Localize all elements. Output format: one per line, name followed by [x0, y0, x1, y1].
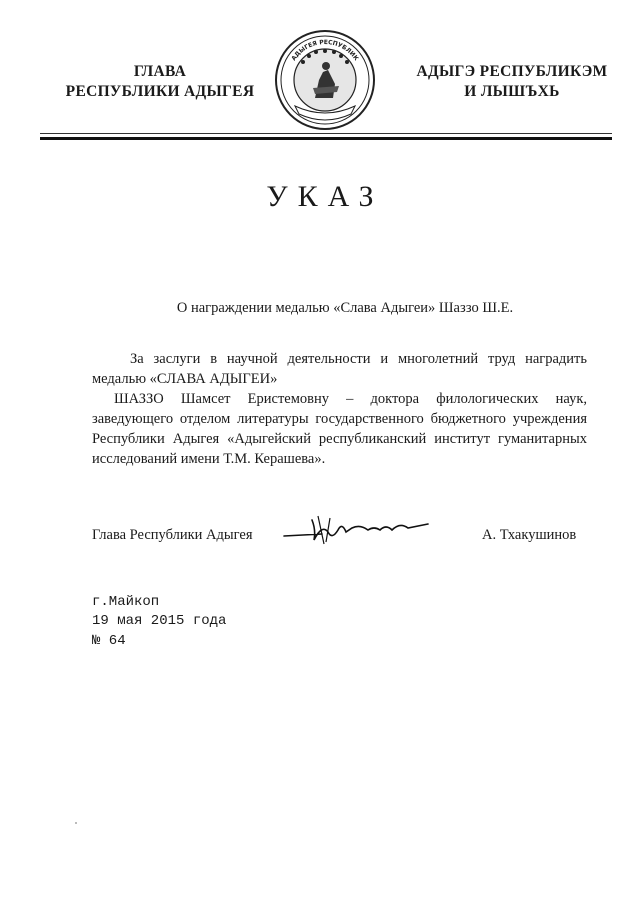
issuer-adyghe-line-2: И ЛЫШЪХЬ: [464, 83, 560, 100]
scan-speck: [75, 822, 77, 824]
emblem-ring-text: АДЫГЕЯ РЕСПУБЛИК: [290, 38, 360, 63]
issue-city: г.Майкоп: [92, 594, 160, 610]
signatory-title: Глава Республики Адыгея: [92, 527, 253, 543]
handwritten-signature: [282, 510, 432, 546]
header-rule-thick: [40, 137, 612, 140]
issuer-adyghe-line-1: АДЫГЭ РЕСПУБЛИКЭМ: [416, 63, 608, 80]
coat-of-arms-icon: [273, 28, 377, 132]
header-rule-thin: [40, 133, 612, 134]
document-title: УКАЗ: [266, 180, 384, 213]
body-paragraph-1: За заслуги в научной деятельности и многолетний труд наградить медалью «СЛАВА АДЫГЕИ»: [92, 351, 587, 387]
issuer-name-adyghe: [392, 62, 632, 102]
document-body: [92, 349, 587, 469]
decree-number: № 64: [92, 633, 126, 649]
signatory-name: А. Тхакушинов: [482, 527, 577, 543]
issuer-name-russian: [40, 62, 280, 102]
document-subject: О награждении медалью «Слава Адыгеи» Шаззо Ш.Е.: [176, 300, 514, 316]
issuer-line-1: ГЛАВА: [133, 63, 187, 80]
issue-date: 19 мая 2015 года: [92, 613, 227, 629]
body-paragraph-2: ШАЗЗО Шамсет Еристемовну – доктора филологических наук, заведующего отделом литературы государственного бюджетного учреждения Республики Адыгея «Адыгейский республиканский институт гуманитарных исследований имени Т.М. Керашева».: [92, 391, 587, 467]
issuer-line-2: РЕСПУБЛИКИ АДЫГЕЯ: [65, 83, 255, 100]
